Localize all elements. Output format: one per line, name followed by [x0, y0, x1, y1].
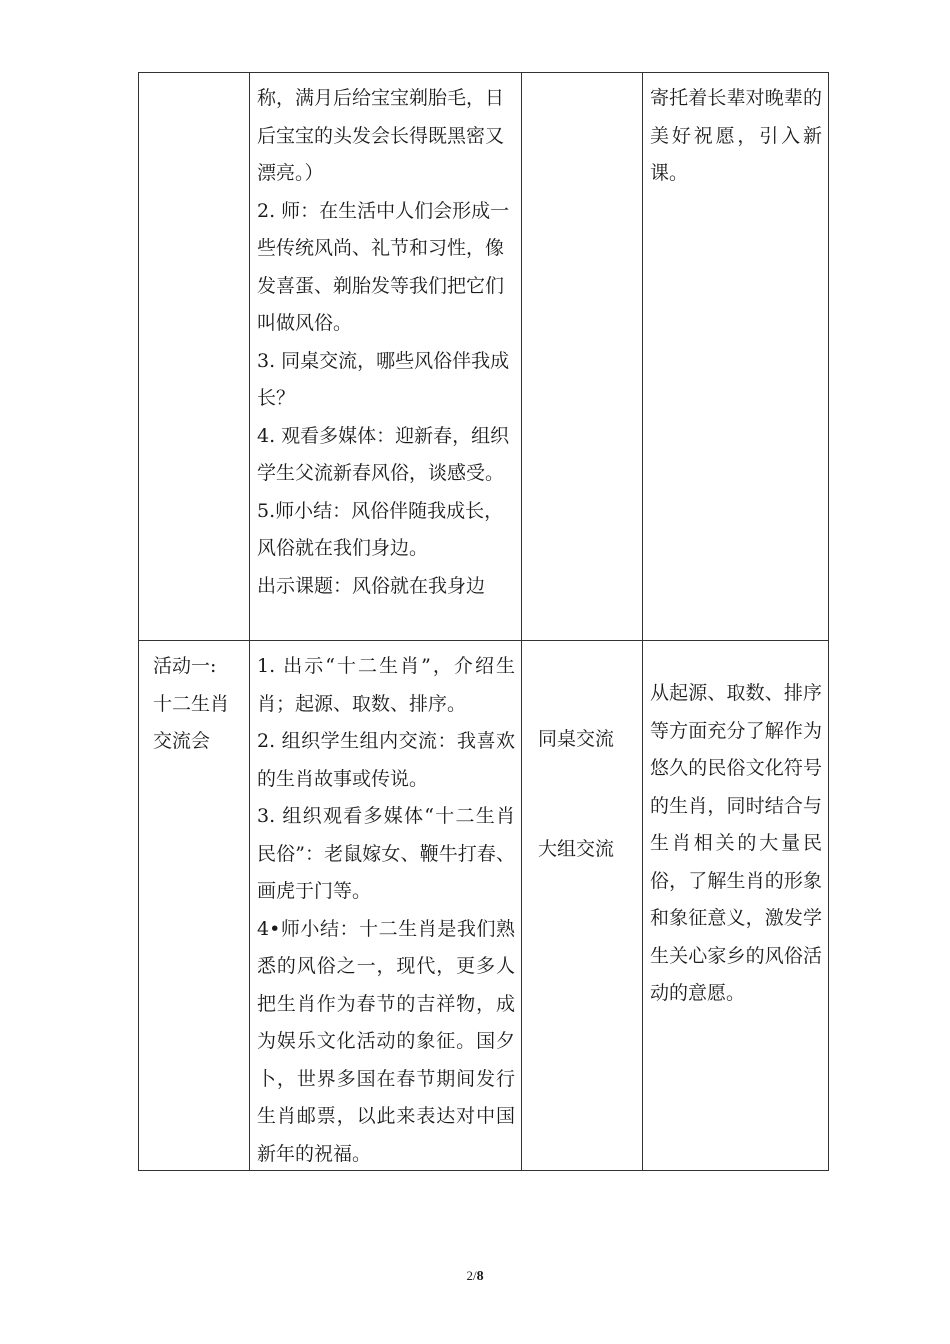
student-activity-cell: [522, 641, 643, 1171]
page-current: 2/: [466, 1268, 477, 1283]
teacher-activity-paragraph: 4. 观看多媒体：迎新春，组织学生父流新春风俗，谈感受。: [257, 424, 510, 484]
lesson-title-line: 出示课题：风俗就在我身边: [257, 574, 486, 597]
teacher-activity-cell: [250, 73, 522, 641]
design-intent-text: 寄托着长辈对晚辈的美好祝愿，引入新课。: [650, 87, 822, 184]
lesson-plan-table: [138, 72, 829, 1171]
teacher-activity-cell: [250, 641, 522, 1171]
design-intent-text: 从起源、取数、排序等方面充分了解作为悠久的民俗文化符号的生肖，同时结合与生肖相关的大量民俗，了解生肖的形象和象征意义，激发学生关心家乡的风俗活动的意愿。: [650, 682, 822, 1004]
teacher-activity-paragraph: 2. 组织学生组内交流：我喜欢的生肖故事或传说。: [257, 730, 515, 790]
teacher-activity-paragraph: 4•师小结：十二生肖是我们熟悉的风俗之一，现代，更多人把生肖作为春节的吉祥物，成为娱乐文化活动的象征。国夕卜，世界多国在春节期间发行生肖邮票，以此来表达对中国新年的祝福。: [257, 917, 515, 1165]
stage-cell: [139, 73, 250, 641]
stage-cell: [139, 641, 250, 1171]
design-intent-cell: [643, 641, 829, 1171]
stage-label: 活动一:: [153, 655, 217, 677]
stage-label: 交流会: [153, 730, 211, 752]
teacher-activity-paragraph: 称，满月后给宝宝剃胎毛，日后宝宝的头发会长得既黑密又漂亮。）: [257, 87, 505, 184]
table-row: [139, 641, 829, 1171]
student-activity-cell: [522, 73, 643, 641]
teacher-activity-paragraph: 1. 出示“十二生肖”，介绍生肖；起源、取数、排序。: [257, 655, 515, 715]
teacher-activity-paragraph: 2. 师：在生活中人们会形成一些传统风尚、礼节和习性，像发喜蛋、剃胎发等我们把它们叫做风俗。: [257, 199, 510, 334]
student-activity-text: 同桌交流: [538, 728, 615, 750]
student-activity-text: 大组交流: [538, 837, 615, 860]
teacher-activity-paragraph: 5.师小结：风俗伴随我成长，风俗就在我们身边。: [257, 499, 504, 559]
teacher-activity-paragraph: 3. 同桌交流，哪些风俗伴我成长？: [257, 349, 510, 409]
stage-label: 十二生肖: [153, 692, 230, 715]
teacher-activity-paragraph: 3. 组织观看多媒体“十二生肖民俗”：老鼠嫁女、鞭牛打春、画虎于门等。: [257, 805, 515, 902]
design-intent-cell: [643, 73, 829, 641]
page-number: [0, 1268, 950, 1285]
table-row: [139, 73, 829, 641]
page-total: 8: [476, 1269, 484, 1284]
